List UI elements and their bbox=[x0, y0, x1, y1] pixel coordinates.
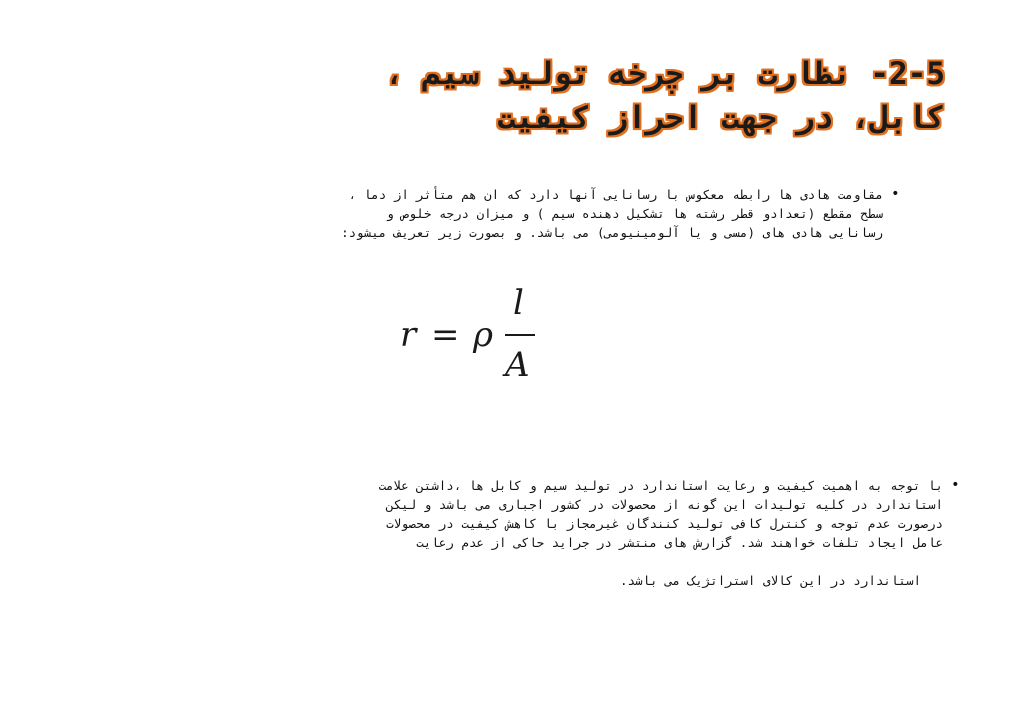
slide-title bbox=[125, 52, 945, 140]
formula-equals: = bbox=[431, 315, 460, 355]
title-line-1: 2-5- نظارت بر چرخه تولید سیم ، bbox=[385, 56, 945, 92]
bullet-marker: • bbox=[951, 477, 961, 493]
formula-rho: ρ bbox=[473, 315, 493, 355]
bullet2-line-4: عامل ایجاد تلفات خواهند شد. گزارش های منتشر در جراید حاکی از عدم رعایت bbox=[416, 535, 943, 550]
bullet2-line-2: استاندارد در کلیه تولیدات این گونه از محصولات در کشور اجباری می باشد و لیکن bbox=[386, 497, 943, 512]
title-line-2: کابل، در جهت احراز کیفیت bbox=[497, 100, 945, 136]
formula-lhs: r bbox=[400, 315, 417, 355]
bullet1-line-1: مقاومت هادی ها رابطه معکوس با رسانایی آنها دارد که ان هم متأثر از دما ، bbox=[348, 187, 883, 202]
bullet2-tail-line: استاندارد در این کالای استراتژیک می باشد. bbox=[619, 573, 921, 588]
bullet-paragraph-resistance bbox=[83, 185, 901, 242]
bullet2-line-1: با توجه به اهمیت کیفیت و رعایت استاندارد در تولید سیم و کابل ها ،داشتن علامت bbox=[378, 478, 943, 493]
formula-denominator: A bbox=[505, 345, 530, 385]
bullet2-line-3: درصورت عدم توجه و کنترل کافی تولید کنندگان غیرمجاز با کاهش کیفیت در محصولات bbox=[386, 516, 943, 531]
bullet-paragraph-standards bbox=[83, 476, 961, 552]
resistance-formula bbox=[395, 284, 545, 384]
bullet1-line-2: سطح مقطع (تعدادو قطر رشته ها تشکیل دهنده سیم ) و میزان درجه خلوص و bbox=[386, 206, 883, 221]
bullet1-line-3: رسانایی هادی های (مسی و یا آلومینیومی) می باشد. و بصورت زیر تعریف میشود: bbox=[341, 225, 883, 240]
bullet-marker: • bbox=[891, 186, 901, 202]
formula-numerator: l bbox=[513, 283, 524, 323]
